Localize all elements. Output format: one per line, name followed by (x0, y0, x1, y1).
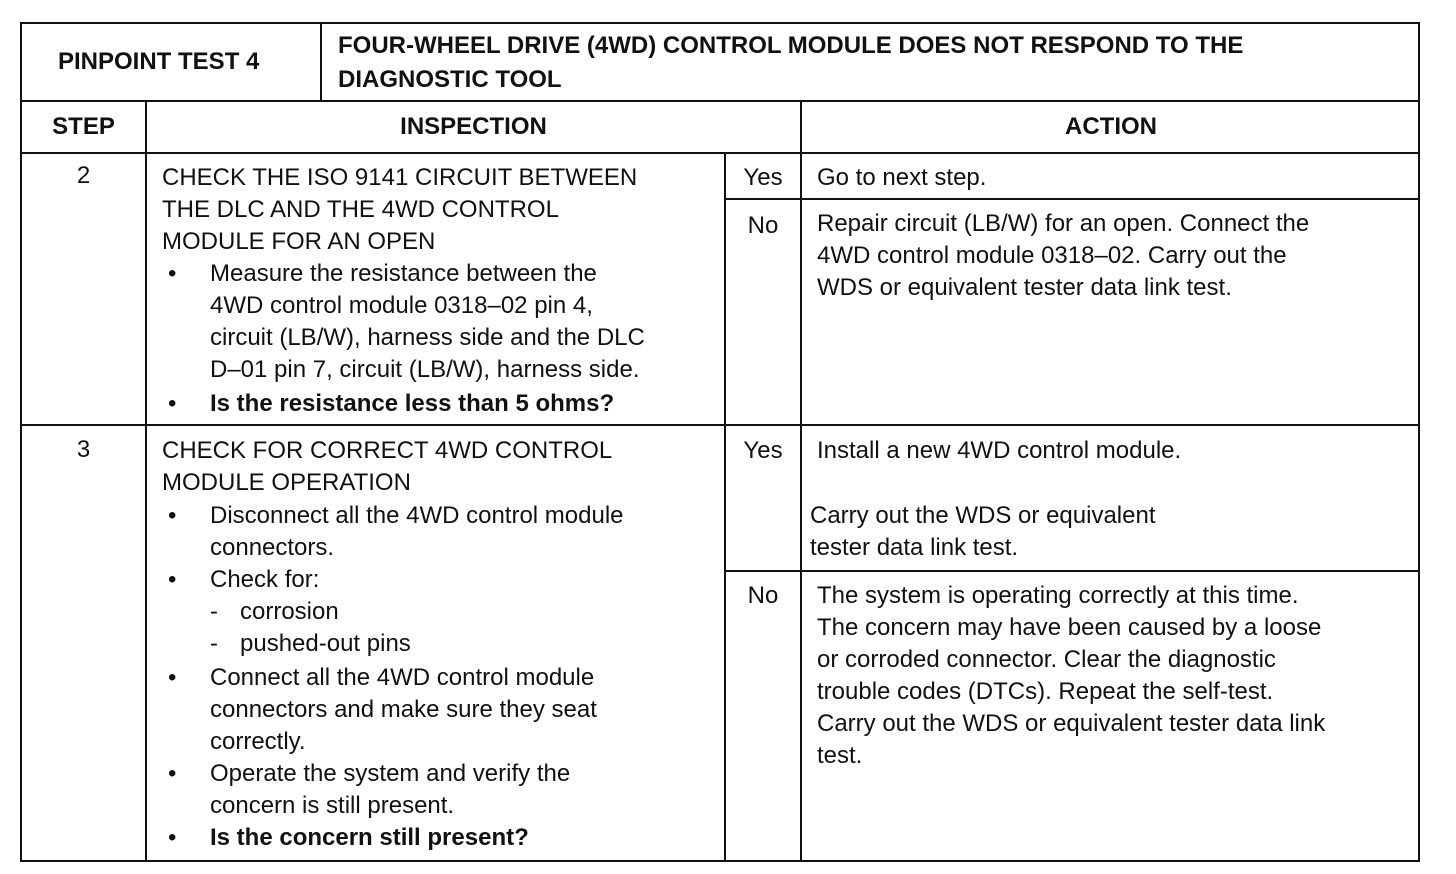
step3-no-label: No (747, 582, 779, 609)
step-number-3: 3 (76, 436, 91, 463)
step2-no-action-line: WDS or equivalent tester data link test. (817, 274, 1232, 301)
step2-bullet1-line: 4WD control module 0318–02 pin 4, (210, 292, 593, 319)
step3-no-action-line: trouble codes (DTCs). Repeat the self-test. (817, 678, 1274, 705)
step2-no-action-line: 4WD control module 0318–02. Carry out the (817, 242, 1287, 269)
step2-bullet1-line: Measure the resistance between the (210, 260, 597, 287)
rule-yesno-col (724, 152, 726, 862)
rule-step3-yes-bottom (724, 570, 1420, 572)
step3-bullet4-line: Operate the system and verify the (210, 760, 571, 787)
bullet-icon: • (168, 566, 177, 593)
rule-step-col (145, 100, 147, 862)
step2-question: Is the resistance less than 5 ohms? (210, 390, 615, 417)
step-number-2: 2 (76, 162, 91, 189)
dash-icon: - (210, 598, 218, 625)
column-inspection: INSPECTION (400, 113, 547, 140)
step3-no-action-line: or corroded connector. Clear the diagnostic (817, 646, 1276, 673)
step3-bullet3-line: Connect all the 4WD control module (210, 664, 595, 691)
rule-step2-yes-bottom (724, 198, 1420, 200)
step3-bullet3-line: correctly. (210, 728, 306, 755)
step3-no-action-line: The concern may have been caused by a loose (817, 614, 1322, 641)
bullet-icon: • (168, 760, 177, 787)
rule-header-bottom (20, 100, 1420, 102)
step3-yes-action: Install a new 4WD control module. (817, 437, 1182, 464)
bullet-icon: • (168, 664, 177, 691)
rule-step2-bottom (20, 424, 1420, 426)
step2-no-label: No (747, 212, 779, 239)
step3-bullet4-line: concern is still present. (210, 792, 455, 819)
bullet-icon: • (168, 824, 177, 851)
test-label: PINPOINT TEST 4 (58, 48, 260, 75)
step3-bullet1-line: Disconnect all the 4WD control module (210, 502, 624, 529)
step3-question: Is the concern still present? (210, 824, 529, 851)
step3-bullet2: Check for: (210, 566, 320, 593)
bullet-icon: • (168, 502, 177, 529)
column-action: ACTION (1065, 113, 1157, 140)
step3-no-action-line: test. (817, 742, 863, 769)
step2-check-line: MODULE FOR AN OPEN (162, 228, 436, 255)
step3-yes-label: Yes (743, 437, 783, 464)
rule-header-divider (320, 22, 322, 102)
column-step: STEP (52, 113, 115, 140)
title-line-1: FOUR-WHEEL DRIVE (4WD) CONTROL MODULE DOES NOT RESPOND TO THE (338, 32, 1244, 59)
step3-check-line: MODULE OPERATION (162, 469, 411, 496)
step3-bullet3-line: connectors and make sure they seat (210, 696, 597, 723)
step2-check-line: THE DLC AND THE 4WD CONTROL (162, 196, 559, 223)
step3-check-line: CHECK FOR CORRECT 4WD CONTROL (162, 437, 613, 464)
bullet-icon: • (168, 390, 177, 417)
step2-no-action-line: Repair circuit (LB/W) for an open. Connect the (817, 210, 1310, 237)
step2-check-line: CHECK THE ISO 9141 CIRCUIT BETWEEN (162, 164, 638, 191)
step3-no-action-line: The system is operating correctly at this time. (817, 582, 1299, 609)
step3-sub-item: pushed-out pins (240, 630, 411, 657)
step3-sub-item: corrosion (240, 598, 339, 625)
title-line-2: DIAGNOSTIC TOOL (338, 66, 562, 93)
rule-columns-bottom (20, 152, 1420, 154)
step3-yes-action2-line: Carry out the WDS or equivalent (810, 502, 1156, 529)
step3-yes-action2-line: tester data link test. (810, 534, 1019, 561)
dash-icon: - (210, 630, 218, 657)
step2-bullet1-line: D–01 pin 7, circuit (LB/W), harness side. (210, 356, 640, 383)
step2-bullet1-line: circuit (LB/W), harness side and the DLC (210, 324, 645, 351)
rule-action-col (800, 100, 802, 862)
step2-yes-label: Yes (743, 164, 783, 191)
step2-yes-action: Go to next step. (817, 164, 987, 191)
bullet-icon: • (168, 260, 177, 287)
step3-no-action-line: Carry out the WDS or equivalent tester data link (817, 710, 1326, 737)
step3-bullet1-line: connectors. (210, 534, 335, 561)
